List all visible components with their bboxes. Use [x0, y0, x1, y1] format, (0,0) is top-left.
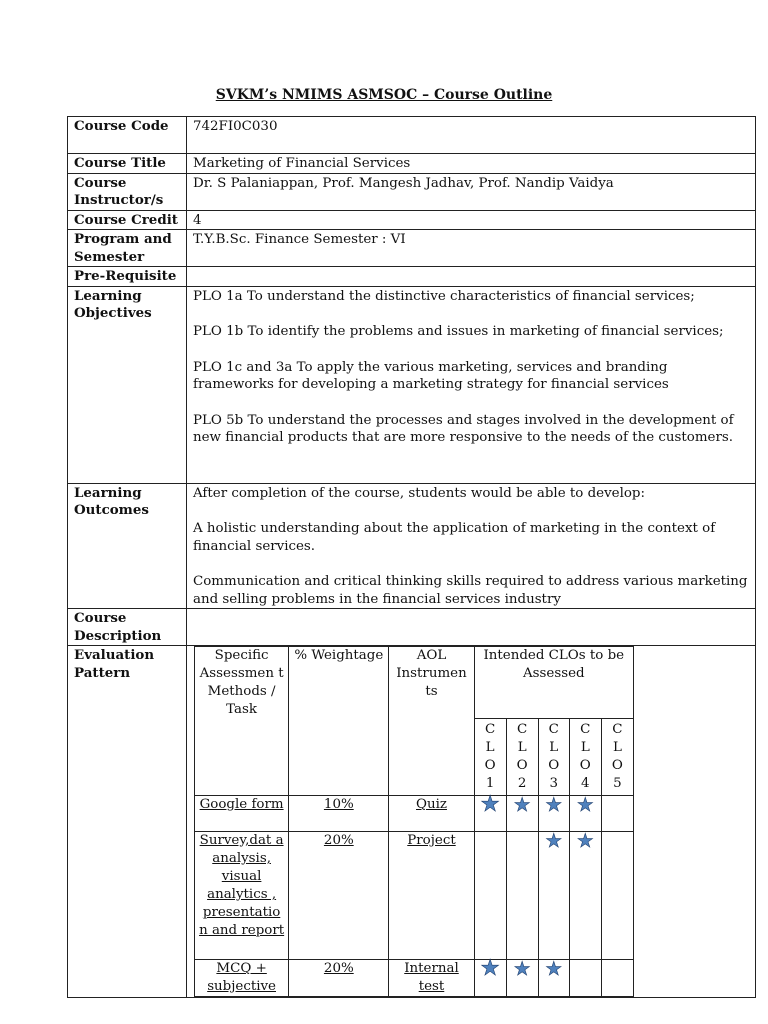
method-cell: Google form [195, 796, 289, 832]
method-header: Specific Assessmen t Methods / Task [195, 647, 289, 796]
weightage-header: % Weightage [289, 647, 389, 796]
method-cell: MCQ + subjective [195, 960, 289, 997]
course-credit-value: 4 [187, 210, 756, 230]
objective-item: PLO 1a To understand the distinctive characteristics of financial services; [193, 288, 695, 304]
course-description-value [187, 609, 756, 646]
clos-header: Intended CLOs to be Assessed [474, 647, 633, 719]
method-cell: Survey,dat a analysis, visual analytics , presentatio n and report [195, 832, 289, 960]
clo-3-header: C L O 3 [538, 719, 569, 796]
clo-cell [506, 796, 538, 832]
clo-cell [474, 956, 506, 997]
row-course-credit [68, 210, 756, 230]
row-program [68, 230, 756, 267]
evaluation-value [187, 646, 756, 998]
aol-header: AOL Instrumen ts [389, 647, 474, 796]
clo-cell [474, 792, 506, 832]
clo-2-header: C L O 2 [506, 719, 538, 796]
course-description-label: Course Description [68, 609, 187, 646]
clo-cell [538, 960, 569, 997]
clo-cell [569, 832, 601, 960]
clo-cell [538, 796, 569, 832]
objective-item: PLO 5b To understand the processes and stages involved in the development of new financial products that are more responsive to the needs of the customers. [193, 412, 734, 445]
prerequisite-label: Pre-Requisite [68, 267, 187, 287]
outcome-item: After completion of the course, students would be able to develop: [193, 485, 646, 501]
eval-row [195, 796, 634, 832]
aol-cell: Project [389, 832, 474, 960]
row-course-code [68, 117, 756, 154]
row-instructors [68, 173, 756, 210]
row-course-description [68, 609, 756, 646]
row-course-title [68, 154, 756, 174]
star-icon: ★ [576, 830, 594, 852]
clo-cell [569, 796, 601, 832]
aol-cell: Internal test [389, 960, 474, 997]
course-code-value: 742FI0C030 [187, 117, 756, 154]
document-title: SVKM’s NMIMS ASMSOC – Course Outline [215, 87, 553, 103]
objective-item: PLO 1b To identify the problems and issues in marketing of financial services; [193, 324, 724, 339]
clo-5-header: C L O 5 [601, 719, 633, 796]
objective-item: PLO 1c and 3a To apply the various marketing, services and branding frameworks for developing a marketing strategy for financial services [193, 359, 669, 392]
learning-objectives-value [187, 286, 756, 483]
clo-cell [474, 832, 506, 960]
evaluation-table [194, 646, 634, 997]
star-icon: ★ [545, 958, 563, 980]
prerequisite-value [187, 267, 756, 287]
eval-header-row [195, 647, 634, 719]
clo-cell [506, 832, 538, 960]
learning-outcomes-label: Learning Outcomes [68, 483, 187, 609]
evaluation-label: Evaluation Pattern [68, 646, 187, 998]
star-icon: ★ [513, 958, 531, 980]
clo-cell [538, 832, 569, 960]
star-icon: ★ [480, 956, 500, 981]
eval-row [195, 960, 634, 997]
clo-1-header: C L O 1 [474, 719, 506, 796]
course-outline-table [67, 116, 756, 998]
row-learning-outcomes [68, 483, 756, 609]
aol-cell: Quiz [389, 796, 474, 832]
course-code-label: Course Code [68, 117, 187, 154]
clo-cell [601, 832, 633, 960]
star-icon: ★ [480, 792, 500, 817]
eval-row [195, 832, 634, 960]
outcome-item: Communication and critical thinking skills required to address various marketing and selling problems in the financial services industry [193, 574, 748, 607]
row-evaluation [68, 646, 756, 998]
instructors-value: Dr. S Palaniappan, Prof. Mangesh Jadhav, Prof. Nandip Vaidya [187, 173, 756, 210]
row-prerequisite [68, 267, 756, 287]
clo-cell [506, 960, 538, 997]
star-icon: ★ [545, 794, 563, 816]
star-icon: ★ [576, 794, 594, 816]
row-learning-objectives [68, 286, 756, 483]
star-icon: ★ [513, 794, 531, 816]
program-value: T.Y.B.Sc. Finance Semester : VI [187, 230, 756, 267]
learning-outcomes-value [187, 483, 756, 609]
clo-cell [601, 960, 633, 997]
outcome-item: A holistic understanding about the application of marketing in the context of financial services. [193, 521, 716, 554]
star-icon: ★ [545, 830, 563, 852]
clo-cell [569, 960, 601, 997]
course-title-value: Marketing of Financial Services [187, 154, 756, 174]
learning-objectives-label: Learning Objectives [68, 286, 187, 483]
weightage-cell: 20% [289, 960, 389, 997]
clo-4-header: C L O 4 [569, 719, 601, 796]
instructors-label: Course Instructor/s [68, 173, 187, 210]
course-title-label: Course Title [68, 154, 187, 174]
course-credit-label: Course Credit [68, 210, 187, 230]
weightage-cell: 20% [289, 832, 389, 960]
clo-cell [601, 796, 633, 832]
weightage-cell: 10% [289, 796, 389, 832]
program-label: Program and Semester [68, 230, 187, 267]
